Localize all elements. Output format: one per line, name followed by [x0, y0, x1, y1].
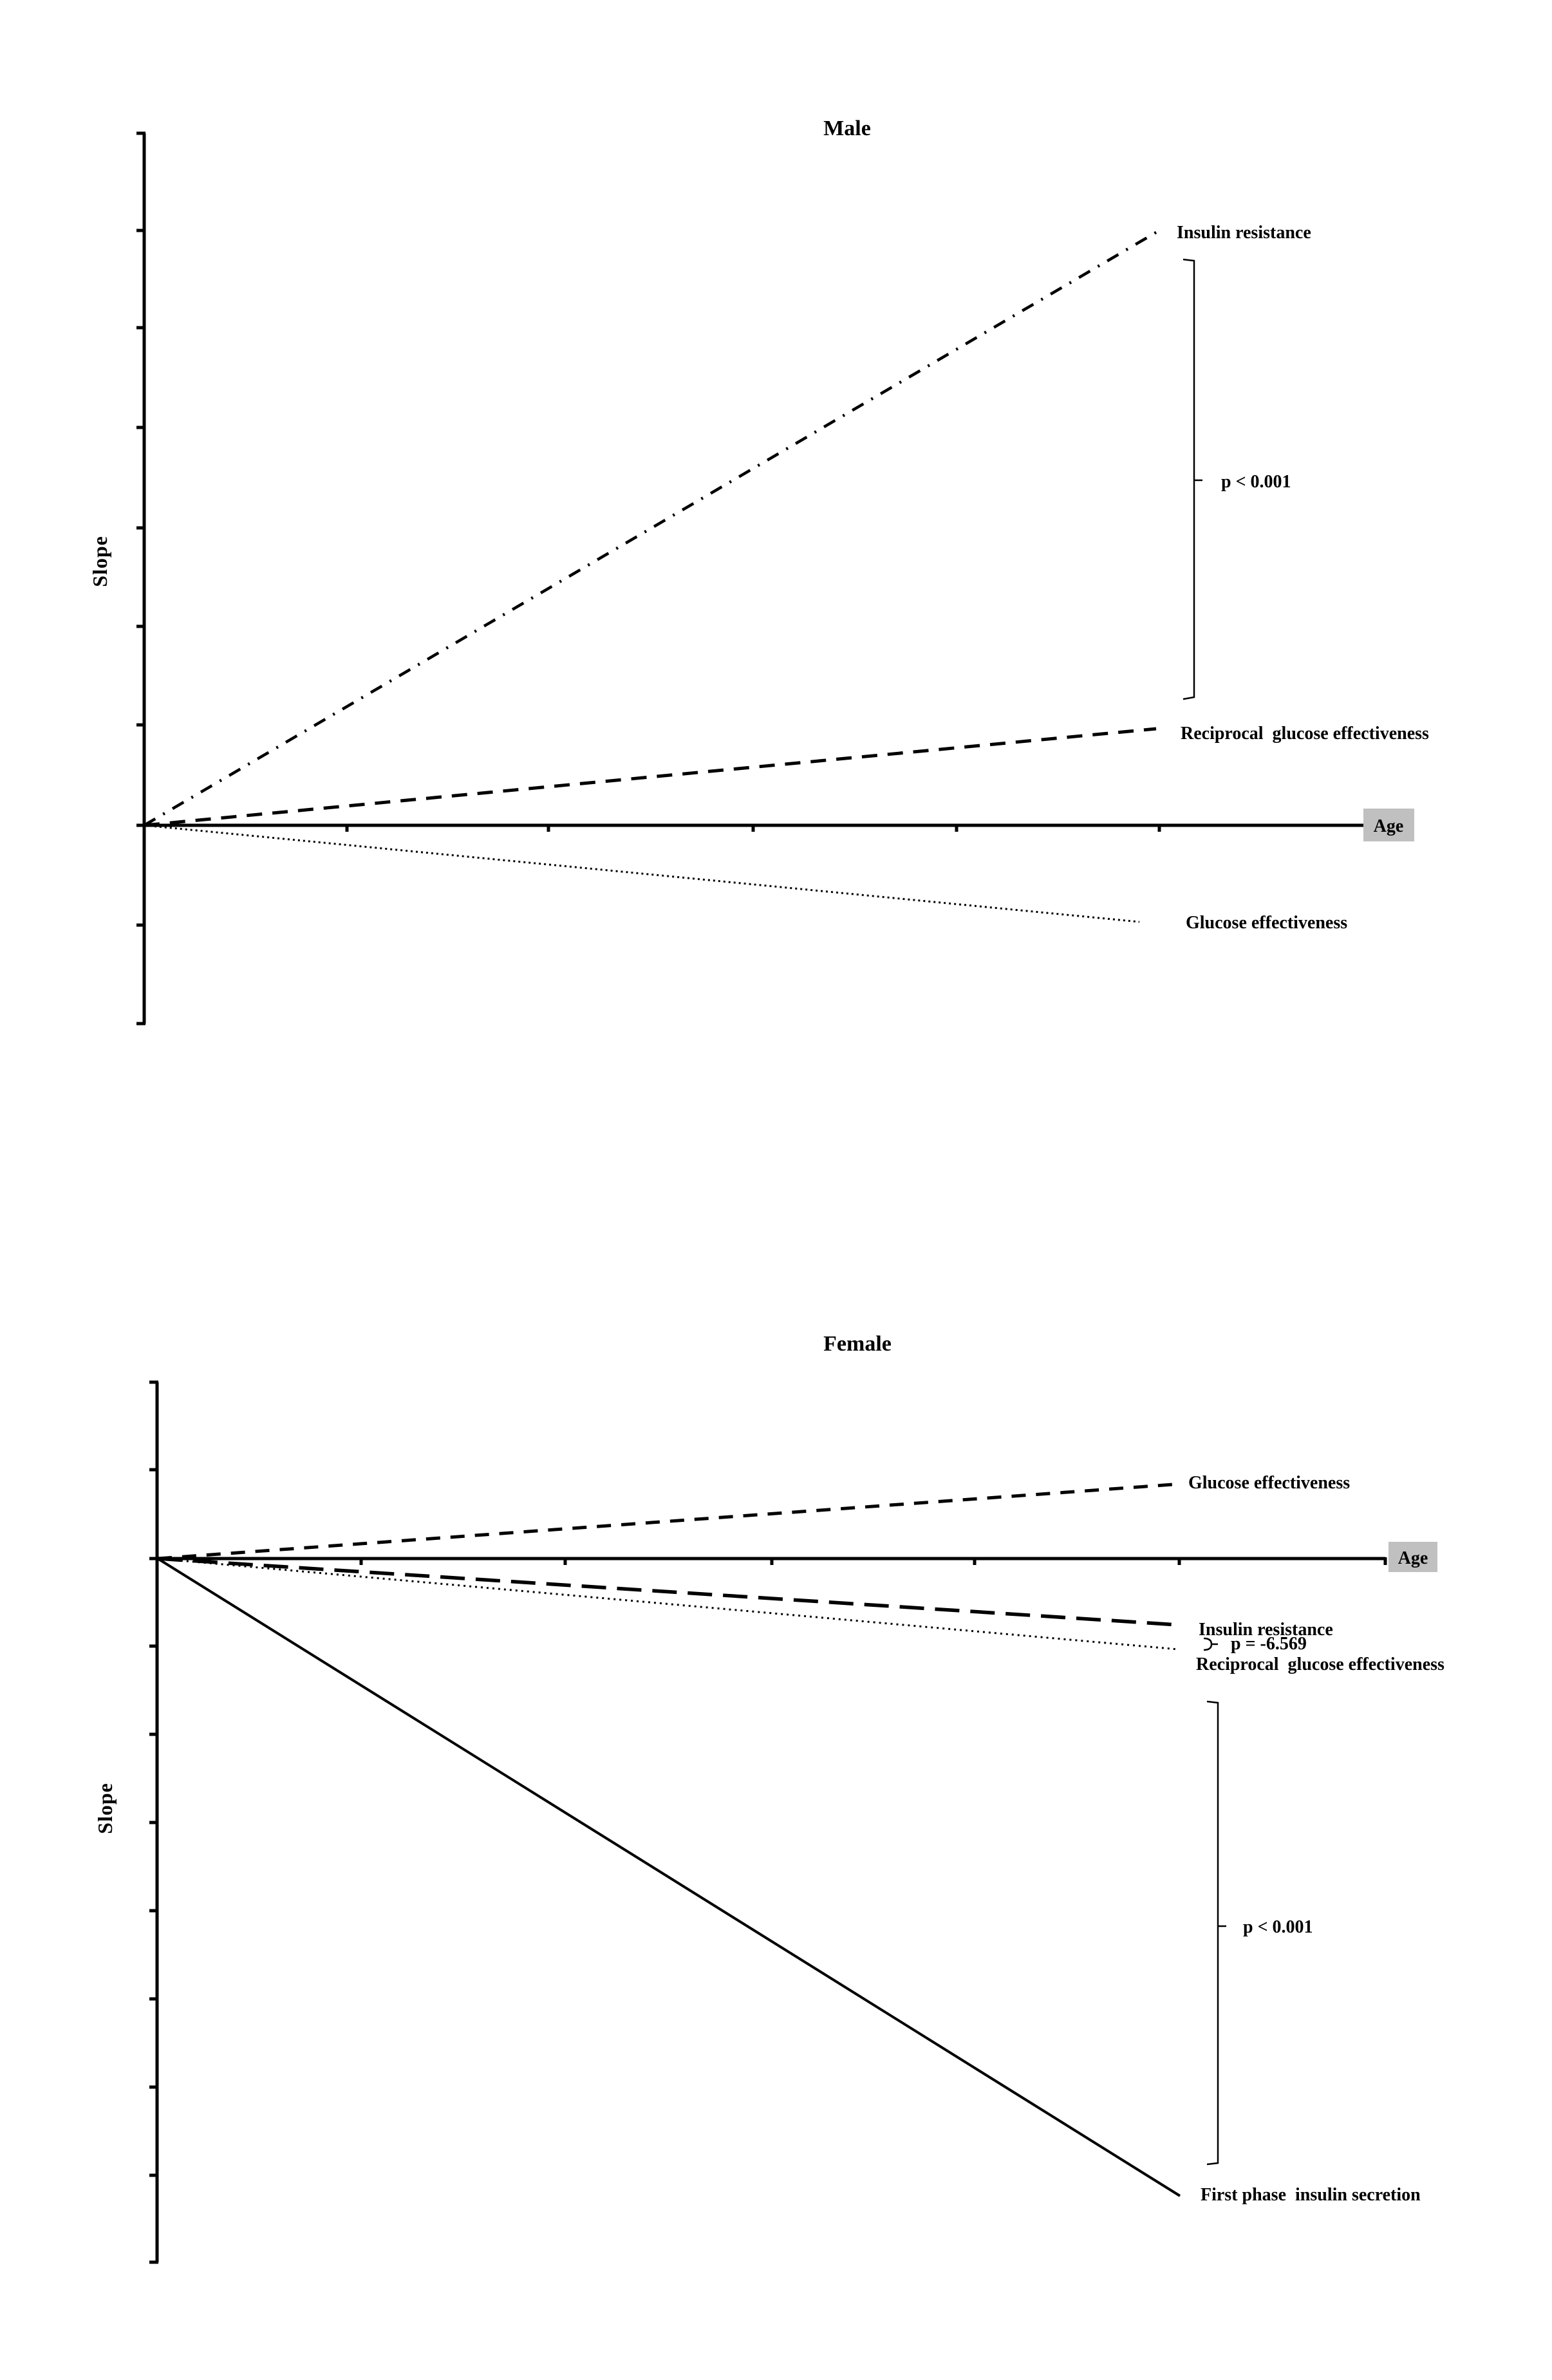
- male-line-glucose-effectiveness: [144, 825, 1139, 922]
- female-significance-bracket: [1207, 1701, 1226, 2164]
- female-label-reciprocal-ge: Reciprocal glucose effectiveness: [1196, 1654, 1444, 1674]
- female-x-axis: [156, 1557, 1385, 1565]
- male-line-insulin-resistance: [144, 230, 1159, 825]
- female-label-glucose-effectiveness: Glucose effectiveness: [1188, 1473, 1351, 1493]
- female-small-bracket: [1204, 1638, 1218, 1650]
- male-title: Male: [823, 117, 871, 140]
- svg-text:Age: Age: [1398, 1548, 1428, 1568]
- male-line-reciprocal-ge: [144, 729, 1156, 825]
- male-label-reciprocal-ge: Reciprocal glucose effectiveness: [1181, 724, 1429, 744]
- female-label-insulin-resistance: Insulin resistance: [1199, 1620, 1333, 1640]
- female-p-value-small: p = -6.569: [1231, 1634, 1307, 1654]
- male-p-value: p < 0.001: [1221, 472, 1291, 492]
- male-y-axis: [136, 133, 145, 1024]
- female-y-axis-label: Slope: [93, 1783, 117, 1834]
- female-line-reciprocal-ge: [158, 1559, 1178, 1649]
- female-p-value: p < 0.001: [1243, 1917, 1313, 1937]
- male-x-axis-label: [1363, 809, 1414, 841]
- male-label-glucose-effectiveness: Glucose effectiveness: [1186, 913, 1348, 933]
- female-chart: [93, 1332, 1444, 2262]
- male-significance-bracket: [1183, 259, 1202, 699]
- female-line-insulin-resistance: [158, 1559, 1178, 1625]
- male-x-axis: [143, 824, 1363, 832]
- female-x-axis-label: [1388, 1542, 1437, 1572]
- female-line-first-phase-insulin-secretion: [158, 1559, 1180, 2196]
- female-label-first-phase-insulin-secretion: First phase insulin secretion: [1201, 2185, 1421, 2205]
- female-y-axis: [149, 1382, 158, 2262]
- male-chart: [88, 117, 1429, 1024]
- female-title: Female: [823, 1332, 892, 1356]
- svg-text:Age: Age: [1373, 816, 1404, 836]
- female-line-glucose-effectiveness: [158, 1484, 1181, 1559]
- male-y-axis-label: Slope: [88, 536, 111, 587]
- male-label-insulin-resistance: Insulin resistance: [1177, 223, 1311, 243]
